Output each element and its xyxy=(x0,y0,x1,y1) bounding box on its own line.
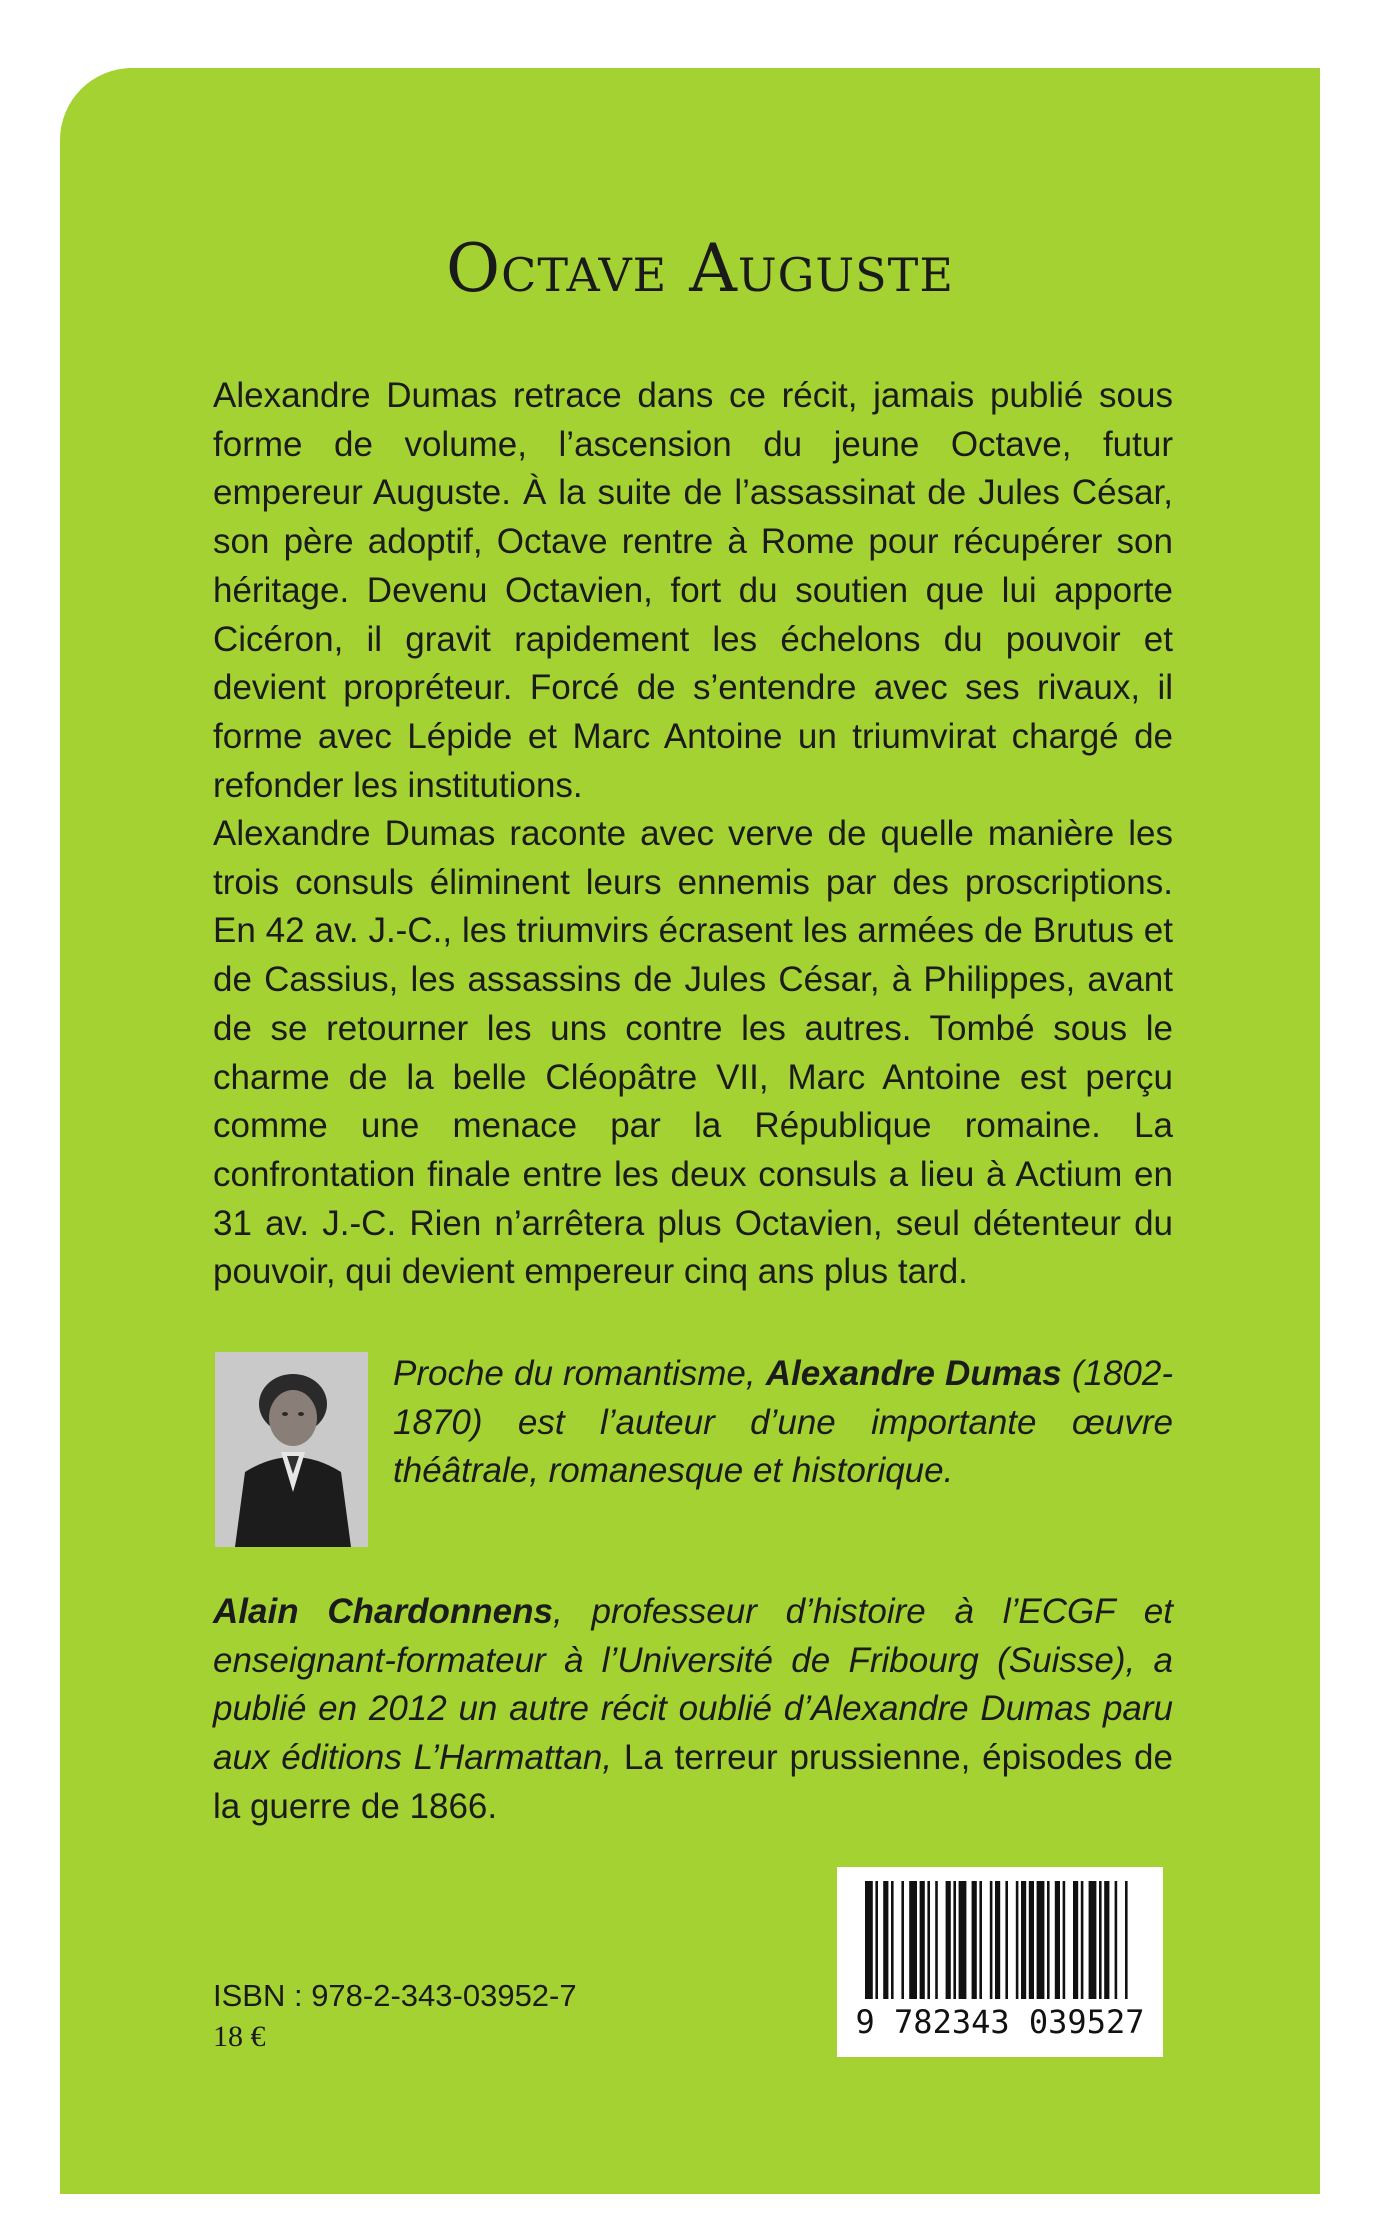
barcode-bars xyxy=(837,1867,1163,2003)
editor-bio xyxy=(213,1588,1173,1832)
barcode-bar xyxy=(1099,1881,1102,1999)
barcode-bar xyxy=(1055,1881,1060,1999)
blurb-paragraph-1: Alexandre Dumas retrace dans ce récit, jamais publié sous forme de volume, l’ascension du jeune Octave, futur empereur Auguste. À la suite de l’assassinat de Jules César, son père adoptif, Octave rentre à Rome pour récupérer son héritage. Devenu Octavien, fort du soutien que lui apporte Cicéron, il gravit rapidement les échelons du pouvoir et devient propréteur. Forcé de s’entendre avec ses rivaux, il forme avec Lépide et Marc Antoine un triumvirat chargé de refonder les institutions. xyxy=(213,376,1173,805)
book-title: Octave Auguste xyxy=(446,230,954,307)
barcode-bar xyxy=(972,1881,977,1999)
barcode-bar xyxy=(959,1881,967,1999)
editor-book-title: La terreur prussienne, épisodes de la guerre de 1866. xyxy=(213,1738,1173,1826)
barcode-bar xyxy=(920,1881,925,1999)
barcode-bar xyxy=(901,1881,904,1999)
barcode-bar xyxy=(1115,1881,1118,1999)
editor-name: Alain Chardonnens xyxy=(213,1592,553,1631)
barcode-bar xyxy=(995,1881,1000,1999)
blurb-paragraph-2: Alexandre Dumas raconte avec verve de quelle manière les trois consuls éliminent leurs ennemis par des proscriptions. En 42 av. J.-C., les triumvirs écrasent les armées de Brutus et de Cassius, les assassins de Jules César, à Philippes, avant de se retourner les uns contre les autres. Tombé sous le charme de la belle Cléopâtre VII, Marc Antoine est perçu comme une menace par la République romaine. La confrontation finale entre les deux consuls a lieu à Actium en 31 av. J.-C. Rien n’arrêtera plus Octavien, seul détenteur du pouvoir, qui devient empereur cinq ans plus tard. xyxy=(213,814,1173,1292)
barcode-bar xyxy=(1063,1881,1066,1999)
barcode-bar xyxy=(990,1881,993,1999)
barcode-bar xyxy=(1047,1881,1050,1999)
barcode-bar xyxy=(1104,1881,1109,1999)
isbn-number: ISBN : 978-2-343-03952-7 xyxy=(213,1978,577,2013)
barcode-bar xyxy=(979,1881,982,1999)
barcode-bar xyxy=(875,1881,878,1999)
barcode-bar xyxy=(909,1881,917,1999)
portrait-illustration xyxy=(215,1352,368,1547)
barcode-bar xyxy=(946,1881,951,1999)
barcode-digits: 9 782343 039527 xyxy=(855,2003,1145,2041)
barcode-bar xyxy=(935,1881,938,1999)
barcode-bar xyxy=(1081,1881,1084,1999)
barcode-bar xyxy=(1089,1881,1097,1999)
barcode-bar xyxy=(883,1881,888,1999)
barcode-bar xyxy=(1073,1881,1078,1999)
barcode-bar xyxy=(927,1881,930,1999)
author-bio xyxy=(393,1350,1173,1496)
barcode-bar xyxy=(1029,1881,1034,1999)
barcode-bar xyxy=(1016,1881,1019,1999)
barcode-bar xyxy=(891,1881,894,1999)
author-name: Alexandre Dumas xyxy=(765,1354,1062,1393)
editor-bio-text: , professeur d’histoire à l’ECGF et enseignant-formateur à l’Université de Fribourg (Suisse), a publié en 2012 un autre récit oublié d’Alexandre Dumas paru aux éditions L’Harmattan, xyxy=(213,1592,1173,1778)
author-portrait xyxy=(215,1352,368,1547)
barcode-bar xyxy=(1037,1881,1045,1999)
barcode-bar xyxy=(1021,1881,1026,1999)
author-bio-lead: Proche du romantisme, xyxy=(393,1354,756,1393)
barcode-bar xyxy=(1125,1881,1128,1999)
barcode xyxy=(837,1867,1163,2057)
barcode-bar xyxy=(1005,1881,1008,1999)
barcode-bar xyxy=(865,1881,873,1999)
author-bio-rest: (1802-1870) est l’auteur d’une importante œuvre théâtrale, romanesque et historique. xyxy=(393,1354,1174,1491)
barcode-bar xyxy=(953,1881,956,1999)
price: 18 € xyxy=(213,2020,266,2053)
